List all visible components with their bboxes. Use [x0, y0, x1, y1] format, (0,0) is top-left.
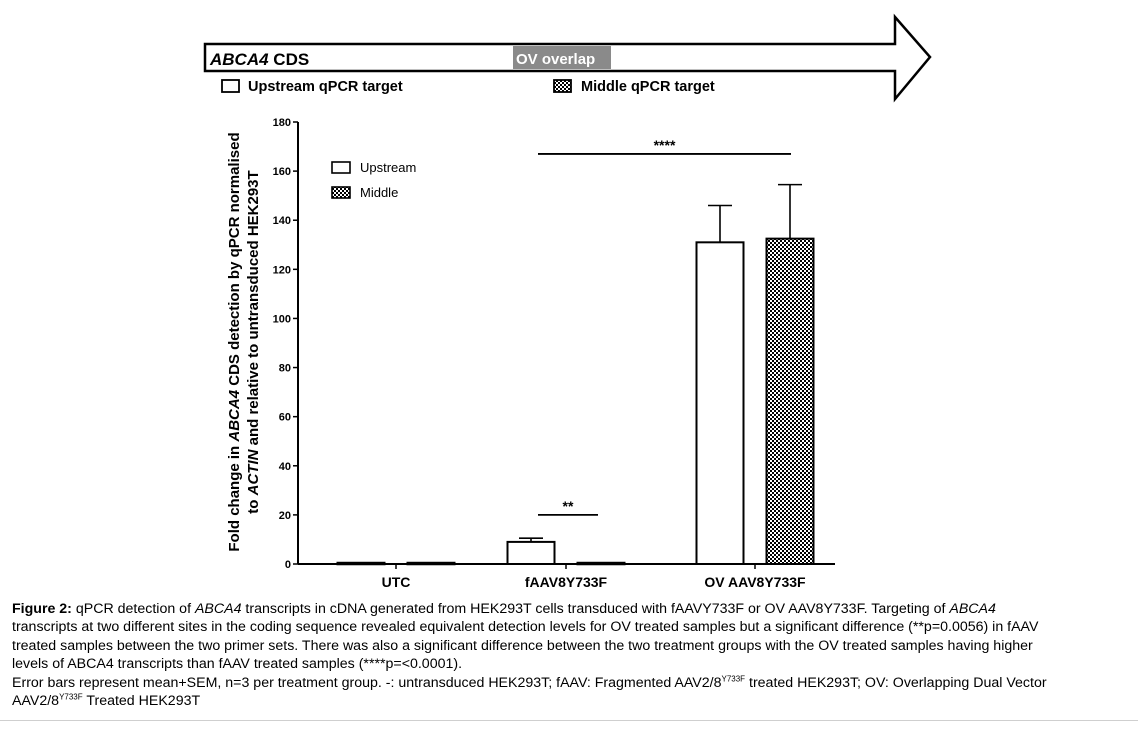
caption-line-6: $AAV2/8^{Y733F}$ Treated HEK293T [12, 692, 201, 710]
y-tick-label: 120 [272, 264, 291, 277]
caption-figure-label: Figure 2: [12, 601, 72, 617]
plot-legend-middle-swatch [332, 187, 350, 198]
cds-arrow-diagram [205, 17, 930, 99]
x-tick-label: fAAV8Y733F [524, 574, 608, 590]
legend-middle-label: Middle qPCR target [581, 79, 715, 95]
error-bars [519, 185, 802, 542]
significance-label: ** [562, 497, 574, 514]
y-tick-label: 140 [272, 215, 291, 228]
significance-label: **** [653, 136, 676, 153]
y-axis-title-line2: to ACTIN and relative to untransduced HEK293T [245, 170, 262, 514]
caption-line-3: treated samples between the two primer sets. There was also a significant difference between the two treatment groups with the OV treated samples having higher [12, 637, 1033, 654]
y-axis-title [226, 132, 262, 551]
y-tick-label: 160 [272, 166, 291, 179]
caption-line-4: levels of ABCA4 transcripts than fAAV treated samples (****p=<0.0001). [12, 656, 463, 673]
figure-caption [12, 600, 1126, 710]
plot-legend-upstream-label: Upstream [360, 160, 417, 175]
bar-upstream [338, 563, 385, 565]
caption-line-5: Error bars represent mean+SEM, n=3 per treatment group. -: untransduced HEK293T; fAAV: Fragmented $AAV2/8^{Y733F}$ treated HEK293T; OV: Overlapping Dual Vector [12, 673, 1047, 691]
y-tick-label: 60 [278, 411, 291, 424]
plot-legend [332, 160, 416, 200]
y-tick-label: 20 [278, 509, 291, 522]
bar-middle [578, 563, 625, 565]
plot-legend-middle-label: Middle [360, 185, 399, 200]
x-tick-labels [382, 564, 806, 590]
y-tick-label: 40 [278, 460, 291, 473]
caption-divider [0, 720, 1138, 721]
x-tick-label: OV AAV8Y733F [704, 574, 806, 590]
caption-line-2: transcripts at two different sites in the coding sequence revealed equivalent detection levels for OV treated samples but a significant difference (**p=0.0056) in fAAV [12, 619, 1039, 636]
y-ticks [273, 117, 298, 571]
legend-upstream-label: Upstream qPCR target [248, 79, 403, 95]
cds-label: ABCA4 CDS [210, 50, 310, 69]
bar-middle [767, 239, 814, 564]
bar-middle [408, 563, 455, 565]
bar-upstream [508, 542, 555, 564]
plot-legend-upstream-swatch [332, 162, 350, 173]
y-tick-label: 100 [272, 313, 291, 326]
legend-upstream-swatch [222, 80, 239, 92]
overlap-label: OV overlap [516, 51, 596, 68]
x-tick-label: UTC [381, 574, 411, 590]
bar-upstream [697, 242, 744, 564]
legend-middle-swatch [554, 80, 571, 92]
y-tick-label: 180 [272, 117, 291, 129]
significance-markers [538, 137, 791, 515]
caption-line-1: Figure 2: qPCR detection of ABCA4 transcripts in cDNA generated from HEK293T cells transduced with fAAVY733F or OV AAV8Y733F. Targeting of ABCA4 [12, 601, 996, 617]
y-tick-label: 0 [284, 559, 291, 571]
y-axis-title-line1: Fold change in ABCA4 CDS detection by qPCR normalised [226, 132, 243, 552]
y-tick-label: 80 [278, 362, 291, 375]
